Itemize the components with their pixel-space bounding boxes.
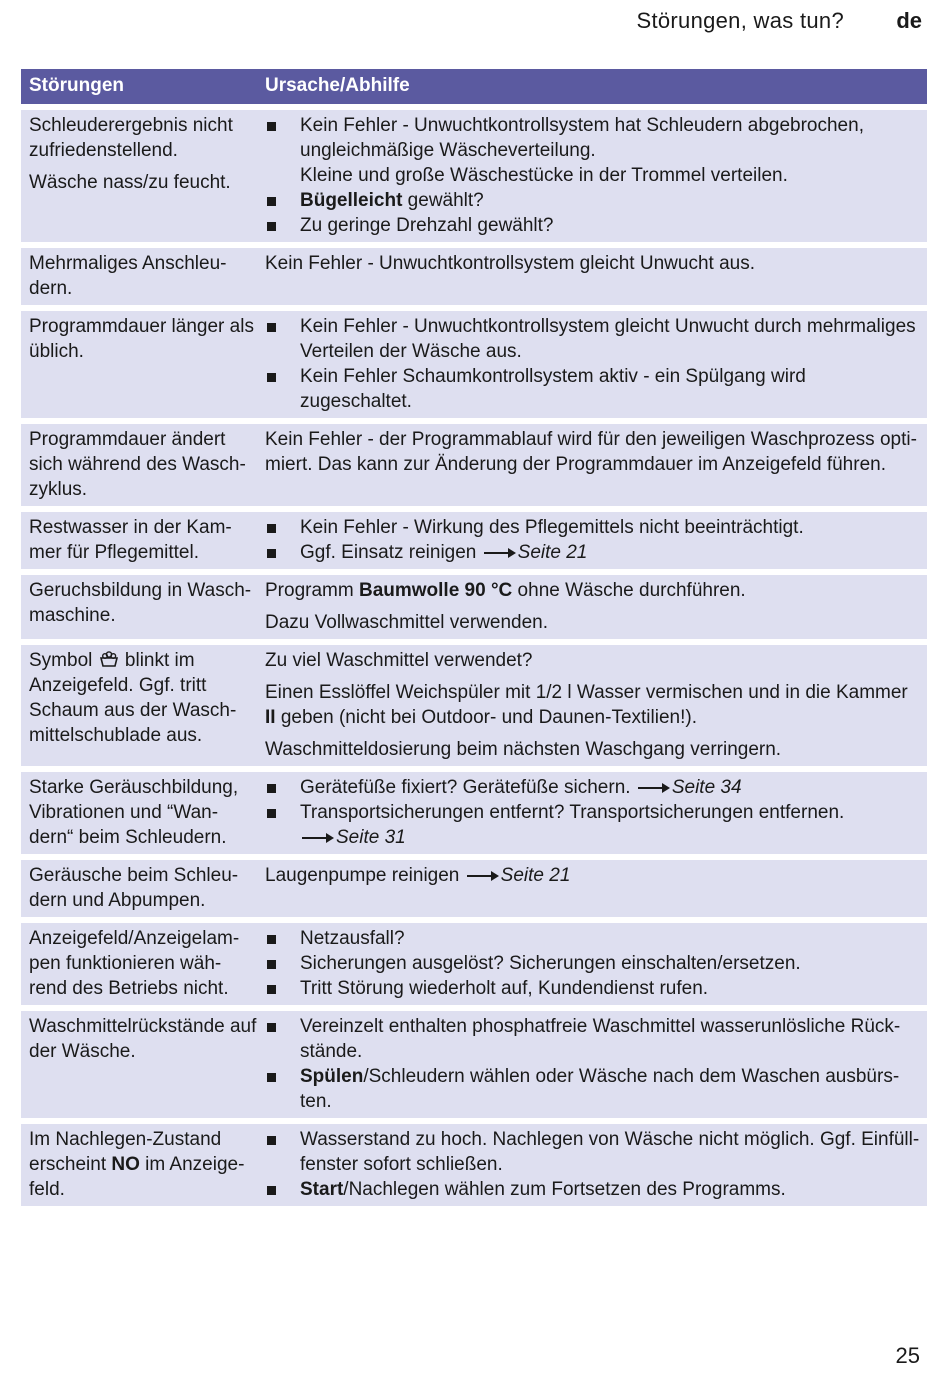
problem-cell: Geruchsbildung in Wasch-maschine. [29,580,252,626]
solution-cell: Kein Fehler - Unwuchtkontrollsystem gleicht Unwucht aus. [265,253,755,274]
problem-cell: Waschmittelrückstände auf der Wäsche. [29,1016,257,1062]
list-item: Sicherungen ausgelöst? Sicherungen einschalten/ersetzen. [265,951,921,976]
solution-cell [257,512,927,569]
table-row [21,1011,927,1118]
list-item: Zu geringe Drehzahl gewählt? [265,213,921,238]
solution-cell: Kein Fehler - der Programmablauf wird für den jeweiligen Waschprozess opti-miert. Das kann zur Änderung der Programmdauer im Anzeigefeld führen. [265,429,917,475]
table-row [21,860,927,917]
solution-cell [257,1124,927,1206]
problem-cell: Restwasser in der Kam-mer für Pflegemittel. [29,517,232,563]
problem-text: Wäsche nass/zu feucht. [29,172,231,193]
arrow-right-icon [467,870,499,882]
list-item: Bügelleicht gewählt? [265,188,921,213]
problem-cell: Im Nachlegen-Zustand erscheint NO im Anzeige-feld. [29,1129,245,1200]
table-row [21,110,927,242]
problem-cell [21,110,257,242]
list-item: Kein Fehler - Unwuchtkontrollsystem hat Schleudern abgebrochen, ungleichmäßige Wäscheverteilung. Kleine und große Wäschestücke in der Trommel verteilen. [265,113,921,188]
list-item: Vereinzelt enthalten phosphatfreie Waschmittel wasserunlösliche Rück-stände. [265,1014,921,1064]
table-row [21,311,927,418]
list-item: Kein Fehler Schaumkontrollsystem aktiv - ein Spülgang wird zugeschaltet. [265,364,921,414]
solution-cell [257,923,927,1005]
arrow-right-icon [302,832,334,844]
page-reference[interactable]: Seite 31 [336,827,406,848]
table-row [21,512,927,569]
solution-cell [257,110,927,242]
list-item: Ggf. Einsatz reinigen Seite 21 [265,540,921,565]
problem-cell: Symbol blinkt im Anzeigefeld. Ggf. tritt Schaum aus der Wasch-mittelschublade aus. [29,650,237,746]
solution-cell [257,772,927,854]
troubleshooting-table [21,69,927,1206]
table-row [21,923,927,1005]
list-item: Netzausfall? [265,926,921,951]
table-row [21,1124,927,1206]
table-row [21,645,927,766]
list-item: Wasserstand zu hoch. Nachlegen von Wäsche nicht möglich. Ggf. Einfüll-fenster sofort schließen. [265,1127,921,1177]
problem-cell: Geräusche beim Schleu-dern und Abpumpen. [29,865,239,911]
solution-cell [257,1011,927,1118]
problem-cell: Programmdauer ändert sich während des Wasch-zyklus. [29,429,246,500]
problem-cell: Mehrmaliges Anschleu-dern. [29,253,227,299]
list-item: Kein Fehler - Wirkung des Pflegemittels nicht beeinträchtigt. [265,515,921,540]
solution-cell: Zu viel Waschmittel verwendet? Einen Esslöffel Weichspüler mit 1/2 l Wasser vermischen und in die Kammer II geben (nicht bei Outdoor- und Daunen-Textilien!). Waschmitteldosierung beim nächsten Waschgang verringern. [265,650,908,760]
solution-cell [257,311,927,418]
page-reference[interactable]: Seite 21 [500,865,571,886]
list-item: Tritt Störung wiederholt auf, Kundendienst rufen. [265,976,921,1001]
list-item: Transportsicherungen entfernt? Transportsicherungen entfernen. Seite 31 [265,800,921,850]
column-header-problems: Störungen [29,75,124,96]
page-number: 25 [895,1343,920,1368]
problem-text: Schleuderergebnis nicht zufriedenstellend. [29,115,233,161]
arrow-right-icon [638,782,670,794]
problem-cell: Anzeigefeld/Anzeigelam-pen funktionieren wäh-rend des Betriebs nicht. [29,928,240,999]
page-reference[interactable]: Seite 34 [671,777,742,798]
list-item: Gerätefüße fixiert? Gerätefüße sichern. Seite 34 [265,775,921,800]
arrow-right-icon [484,547,516,559]
table-row [21,248,927,305]
table-header [21,69,927,104]
column-header-cause: Ursache/Abhilfe [265,75,410,96]
table-row [21,772,927,854]
list-item: Spülen/Schleudern wählen oder Wäsche nach dem Waschen ausbürs-ten. [265,1064,921,1114]
table-row [21,424,927,506]
table-row [21,575,927,639]
solution-cell: Programm Baumwolle 90 °C ohne Wäsche durchführen. Dazu Vollwaschmittel verwenden. [265,580,746,633]
solution-cell: Laugenpumpe reinigen Seite 21 [265,865,571,886]
list-item: Kein Fehler - Unwuchtkontrollsystem gleicht Unwucht durch mehrmaliges Verteilen der Wäsche aus. [265,314,921,364]
language-code: de [896,8,922,33]
foam-symbol-icon [98,650,120,668]
problem-cell: Starke Geräuschbildung, Vibrationen und “Wan-dern“ beim Schleudern. [29,777,239,848]
page-header [0,8,922,38]
page-reference[interactable]: Seite 21 [517,542,588,563]
section-title: Störungen, was tun? [636,8,844,33]
problem-cell: Programmdauer länger als üblich. [29,316,254,362]
list-item: Start/Nachlegen wählen zum Fortsetzen des Programms. [265,1177,921,1202]
